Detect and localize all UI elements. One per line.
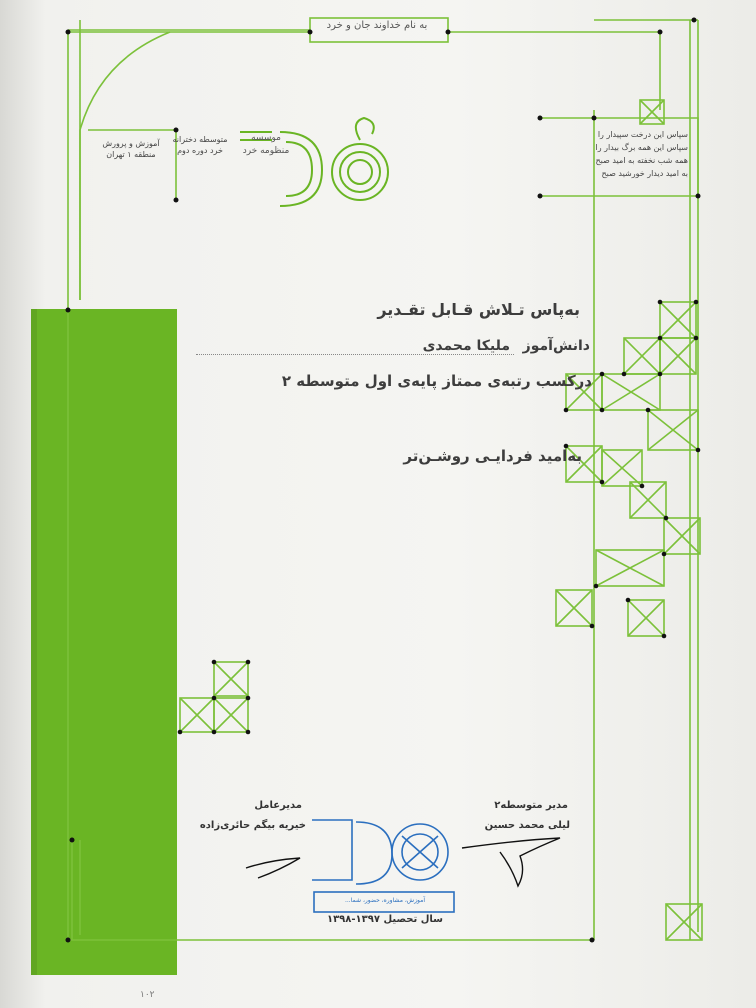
school-name-text: متوسطه دخترانه خرد دوره دوم bbox=[172, 135, 228, 155]
handwritten-number: ۱۰۲ bbox=[140, 990, 155, 1000]
wish-text: به‌امید فردایـی روشـن‌تر bbox=[403, 447, 582, 465]
ministry-text: آموزش و پرورش منطقه ۱ تهران bbox=[102, 139, 160, 159]
poem-line: به امید دیدار خورشید صبح bbox=[601, 169, 688, 178]
principal-title: مدیر متوسطه۲ bbox=[494, 800, 568, 811]
ceo-name: خیریه بیگم حائری‌زاده bbox=[199, 820, 306, 831]
basmala-text: به نام خداوند جان و خرد bbox=[326, 20, 428, 31]
academic-year: سال تحصیل ۱۳۹۷-۱۳۹۸ bbox=[326, 914, 444, 925]
stamp-text: آموزش، مشاوره، حضور، شما... bbox=[344, 897, 426, 904]
achievement-text: درکسب رتبه‌ی ممتاز پایه‌ی اول متوسطه ۲ bbox=[281, 372, 592, 390]
logo-wordmark: موسسه منظومه خرد bbox=[242, 133, 290, 156]
student-name: ملیکا محمدی bbox=[422, 338, 510, 354]
lattice-right bbox=[556, 100, 702, 940]
poem-line: سپاس این همه برگ بیدار را bbox=[595, 143, 688, 152]
poem-block bbox=[548, 128, 688, 180]
poem-line: سپاس این درخت سپیدار را bbox=[597, 130, 688, 139]
ceo-title: مدیرعامل bbox=[254, 800, 302, 811]
poem-line: همه شب نخفته به امید صبح bbox=[595, 156, 688, 165]
name-dotted-line bbox=[196, 354, 514, 355]
principal-name: لیلی محمد حسین bbox=[484, 820, 570, 831]
student-label: دانش‌آموز bbox=[522, 338, 590, 354]
certificate-heading: به‌پاس تـلاش قـابل تقـدیر bbox=[377, 300, 580, 319]
